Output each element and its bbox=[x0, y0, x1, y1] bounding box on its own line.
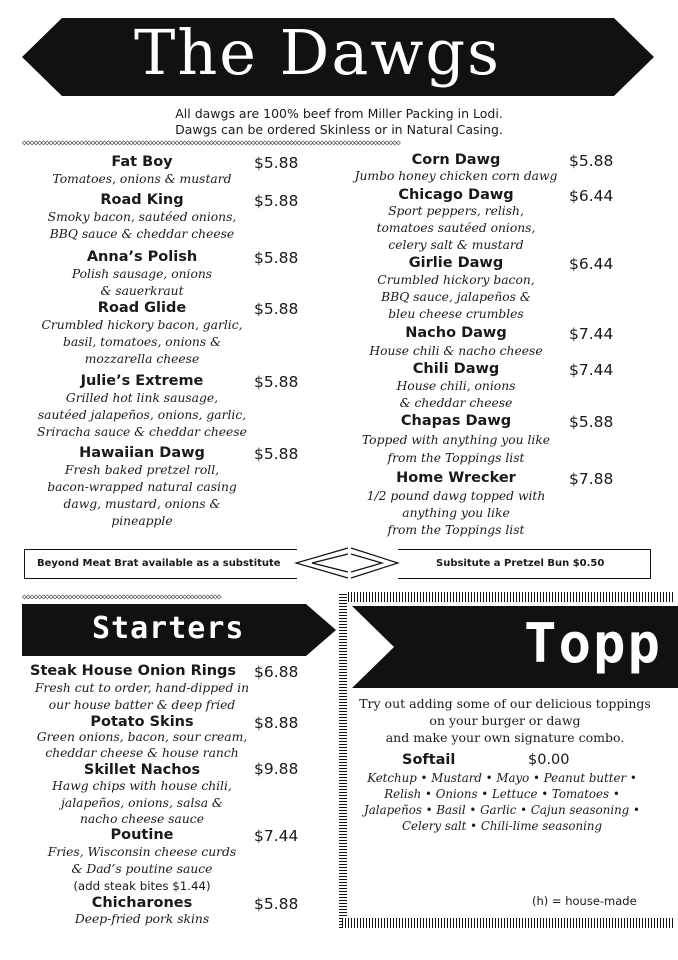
menu-item-name: Road Glide bbox=[97, 300, 187, 316]
banner-notch-right bbox=[614, 18, 654, 96]
intro-line-2: Dawgs can be ordered Skinless or in Natural Casing. bbox=[175, 122, 503, 137]
menu-item-desc: sautéed jalapeños, onions, garlic, bbox=[37, 408, 247, 422]
menu-item-name: Chicharones bbox=[91, 895, 193, 911]
menu-item-desc: Sriracha sauce & cheddar cheese bbox=[37, 425, 247, 439]
menu-item-price: $8.88 bbox=[254, 714, 299, 732]
note-pretzel-bun-text: Subsitute a Pretzel Bun $0.50 bbox=[436, 558, 605, 569]
menu-item-desc: from the Toppings list bbox=[387, 523, 525, 537]
menu-item-price: $6.44 bbox=[569, 255, 614, 273]
menu-item-desc: Crumbled hickory bacon, garlic, bbox=[41, 318, 243, 332]
menu-item-price: $5.88 bbox=[254, 895, 299, 913]
menu-item-desc: celery salt & mustard bbox=[388, 238, 524, 252]
menu-item-price: $5.88 bbox=[254, 445, 299, 463]
divider-diamonds-left: ◇◇◇◇◇◇◇◇◇◇◇◇◇◇◇◇◇◇◇◇◇◇◇◇◇◇◇◇◇◇◇◇◇◇◇◇◇◇◇◇◇◇◇◇◇◇◇◇◇◇◇◇ bbox=[22, 592, 221, 601]
menu-item-desc: Topped with anything you like bbox=[361, 433, 551, 447]
menu-item-price: $7.44 bbox=[254, 827, 299, 845]
menu-item-desc: BBQ sauce, jalapeños & bbox=[381, 290, 531, 304]
menu-item-price: $5.88 bbox=[254, 154, 299, 172]
toppings-intro-3: and make your own signature combo. bbox=[385, 730, 625, 745]
menu-item-name: Girlie Dawg bbox=[408, 255, 504, 271]
menu-item-name: Chapas Dawg bbox=[400, 413, 512, 429]
menu-item-name: Chicago Dawg bbox=[398, 187, 514, 203]
starters-title: Starters bbox=[92, 611, 245, 646]
menu-item-name: Poutine bbox=[110, 827, 174, 843]
menu-item-desc: Fresh cut to order, hand-dipped in bbox=[34, 681, 250, 695]
divider-barcode-left bbox=[339, 592, 347, 928]
softail-price: $0.00 bbox=[528, 752, 570, 768]
menu-item-desc: cheddar cheese & house ranch bbox=[45, 746, 239, 760]
menu-item-price: $5.88 bbox=[569, 152, 614, 170]
menu-item-desc: & Dad’s poutine sauce bbox=[71, 862, 213, 876]
menu-item-name: Steak House Onion Rings bbox=[30, 663, 237, 679]
divider-barcode-bottom bbox=[342, 918, 674, 928]
menu-item-desc: our house batter & deep fried bbox=[48, 698, 236, 712]
menu-item-name: Fat Boy bbox=[111, 154, 173, 170]
toppings-banner bbox=[352, 606, 678, 688]
menu-item-extra: (add steak bites $1.44) bbox=[73, 879, 211, 893]
menu-item-name: Potato Skins bbox=[90, 714, 194, 730]
menu-item-price: $6.88 bbox=[254, 663, 299, 681]
menu-item-desc: BBQ sauce & cheddar cheese bbox=[49, 227, 235, 241]
note-pretzel-bun bbox=[398, 549, 651, 579]
menu-item-desc: dawg, mustard, onions & bbox=[63, 497, 221, 511]
divider-barcode-top bbox=[342, 592, 674, 602]
menu-item-desc: Sport peppers, relish, bbox=[388, 204, 524, 218]
menu-item-desc: Tomatoes, onions & mustard bbox=[52, 172, 232, 186]
softail-list-4: Celery salt • Chili-lime seasoning bbox=[401, 819, 602, 833]
menu-item-name: Skillet Nachos bbox=[83, 762, 201, 778]
menu-item-desc: Green onions, bacon, sour cream, bbox=[36, 730, 248, 744]
menu-item-desc: bleu cheese crumbles bbox=[388, 307, 524, 321]
menu-item-desc: Fries, Wisconsin cheese curds bbox=[47, 845, 237, 859]
menu-item-price: $7.44 bbox=[569, 361, 614, 379]
menu-item-name: Julie’s Extreme bbox=[80, 373, 204, 389]
menu-item-desc: anything you like bbox=[402, 506, 510, 520]
menu-item-desc: basil, tomatoes, onions & bbox=[62, 335, 222, 349]
softail-list-2: Relish • Onions • Lettuce • Tomatoes • bbox=[384, 787, 620, 801]
menu-item-desc: House chili & nacho cheese bbox=[369, 344, 543, 358]
menu-item-desc: Crumbled hickory bacon, bbox=[377, 273, 535, 287]
menu-item-desc: tomatoes sautéed onions, bbox=[376, 221, 536, 235]
banner-notch-left bbox=[22, 18, 62, 96]
menu-item-price: $7.88 bbox=[569, 470, 614, 488]
softail-list-3: Jalapeños • Basil • Garlic • Cajun seasoning • bbox=[364, 803, 640, 817]
menu-item-desc: House chili, onions bbox=[396, 379, 516, 393]
menu-item-price: $6.44 bbox=[569, 187, 614, 205]
menu-item-desc: Grilled hot link sausage, bbox=[65, 391, 219, 405]
toppings-title: Topp bbox=[524, 612, 663, 675]
menu-item-desc: Deep-fried pork skins bbox=[74, 912, 210, 926]
menu-item-desc: Jumbo honey chicken corn dawg bbox=[354, 169, 558, 183]
menu-item-name: Chili Dawg bbox=[412, 361, 500, 377]
menu-item-desc: Smoky bacon, sautéed onions, bbox=[47, 210, 237, 224]
menu-item-price: $7.44 bbox=[569, 325, 614, 343]
softail-list-1: Ketchup • Mustard • Mayo • Peanut butter • bbox=[367, 771, 637, 785]
menu-item-price: $9.88 bbox=[254, 760, 299, 778]
menu-item-desc: & sauerkraut bbox=[100, 284, 184, 298]
menu-item-name: Home Wrecker bbox=[396, 470, 516, 486]
menu-item-desc: jalapeños, onions, salsa & bbox=[61, 796, 223, 810]
menu-item-desc: pineapple bbox=[111, 514, 173, 528]
note-beyond-meat-text: Beyond Meat Brat available as a substitute bbox=[37, 558, 281, 569]
intro-line-1: All dawgs are 100% beef from Miller Packing in Lodi. bbox=[175, 106, 503, 121]
menu-item-desc: nacho cheese sauce bbox=[80, 812, 204, 826]
menu-item-price: $5.88 bbox=[254, 192, 299, 210]
menu-item-desc: 1/2 pound dawg topped with bbox=[366, 489, 546, 503]
menu-item-name: Hawaiian Dawg bbox=[79, 445, 205, 461]
note-arrow-right bbox=[350, 547, 400, 579]
divider-diamonds: ◇◇◇◇◇◇◇◇◇◇◇◇◇◇◇◇◇◇◇◇◇◇◇◇◇◇◇◇◇◇◇◇◇◇◇◇◇◇◇◇◇◇◇◇◇◇◇◇◇◇◇◇◇◇◇◇◇◇◇◇◇◇◇◇◇◇◇◇◇◇◇◇◇◇◇◇◇◇◇◇◇◇◇◇◇◇◇◇◇◇◇◇◇◇◇◇◇◇◇ bbox=[22, 138, 400, 147]
menu-item-name: Road King bbox=[100, 192, 184, 208]
menu-item-desc: Polish sausage, onions bbox=[71, 267, 213, 281]
menu-item-price: $5.88 bbox=[254, 373, 299, 391]
menu-item-name: Nacho Dawg bbox=[405, 325, 507, 341]
menu-item-desc: mozzarella cheese bbox=[84, 352, 200, 366]
note-arrow-left bbox=[294, 547, 350, 579]
starters-banner bbox=[22, 604, 336, 656]
starters-notch bbox=[306, 604, 336, 656]
toppings-intro-2: on your burger or dawg bbox=[429, 713, 581, 728]
menu-item-price: $5.88 bbox=[254, 249, 299, 267]
menu-item-price: $5.88 bbox=[569, 413, 614, 431]
menu-item-desc: from the Toppings list bbox=[387, 451, 525, 465]
house-made-legend: (h) = house-made bbox=[532, 894, 637, 908]
note-beyond-meat bbox=[24, 549, 297, 579]
menu-item-name: Anna’s Polish bbox=[86, 249, 198, 265]
softail-label: Softail bbox=[402, 752, 456, 768]
page-title: The Dawgs bbox=[134, 16, 501, 89]
menu-item-price: $5.88 bbox=[254, 300, 299, 318]
menu-item-desc: Fresh baked pretzel roll, bbox=[64, 463, 220, 477]
menu-item-name: Corn Dawg bbox=[411, 152, 501, 168]
menu-item-desc: Hawg chips with house chili, bbox=[52, 779, 232, 793]
header-banner bbox=[22, 18, 654, 96]
menu-item-desc: bacon-wrapped natural casing bbox=[47, 480, 237, 494]
toppings-intro-1: Try out adding some of our delicious toppings bbox=[359, 696, 651, 711]
menu-item-desc: & cheddar cheese bbox=[399, 396, 513, 410]
